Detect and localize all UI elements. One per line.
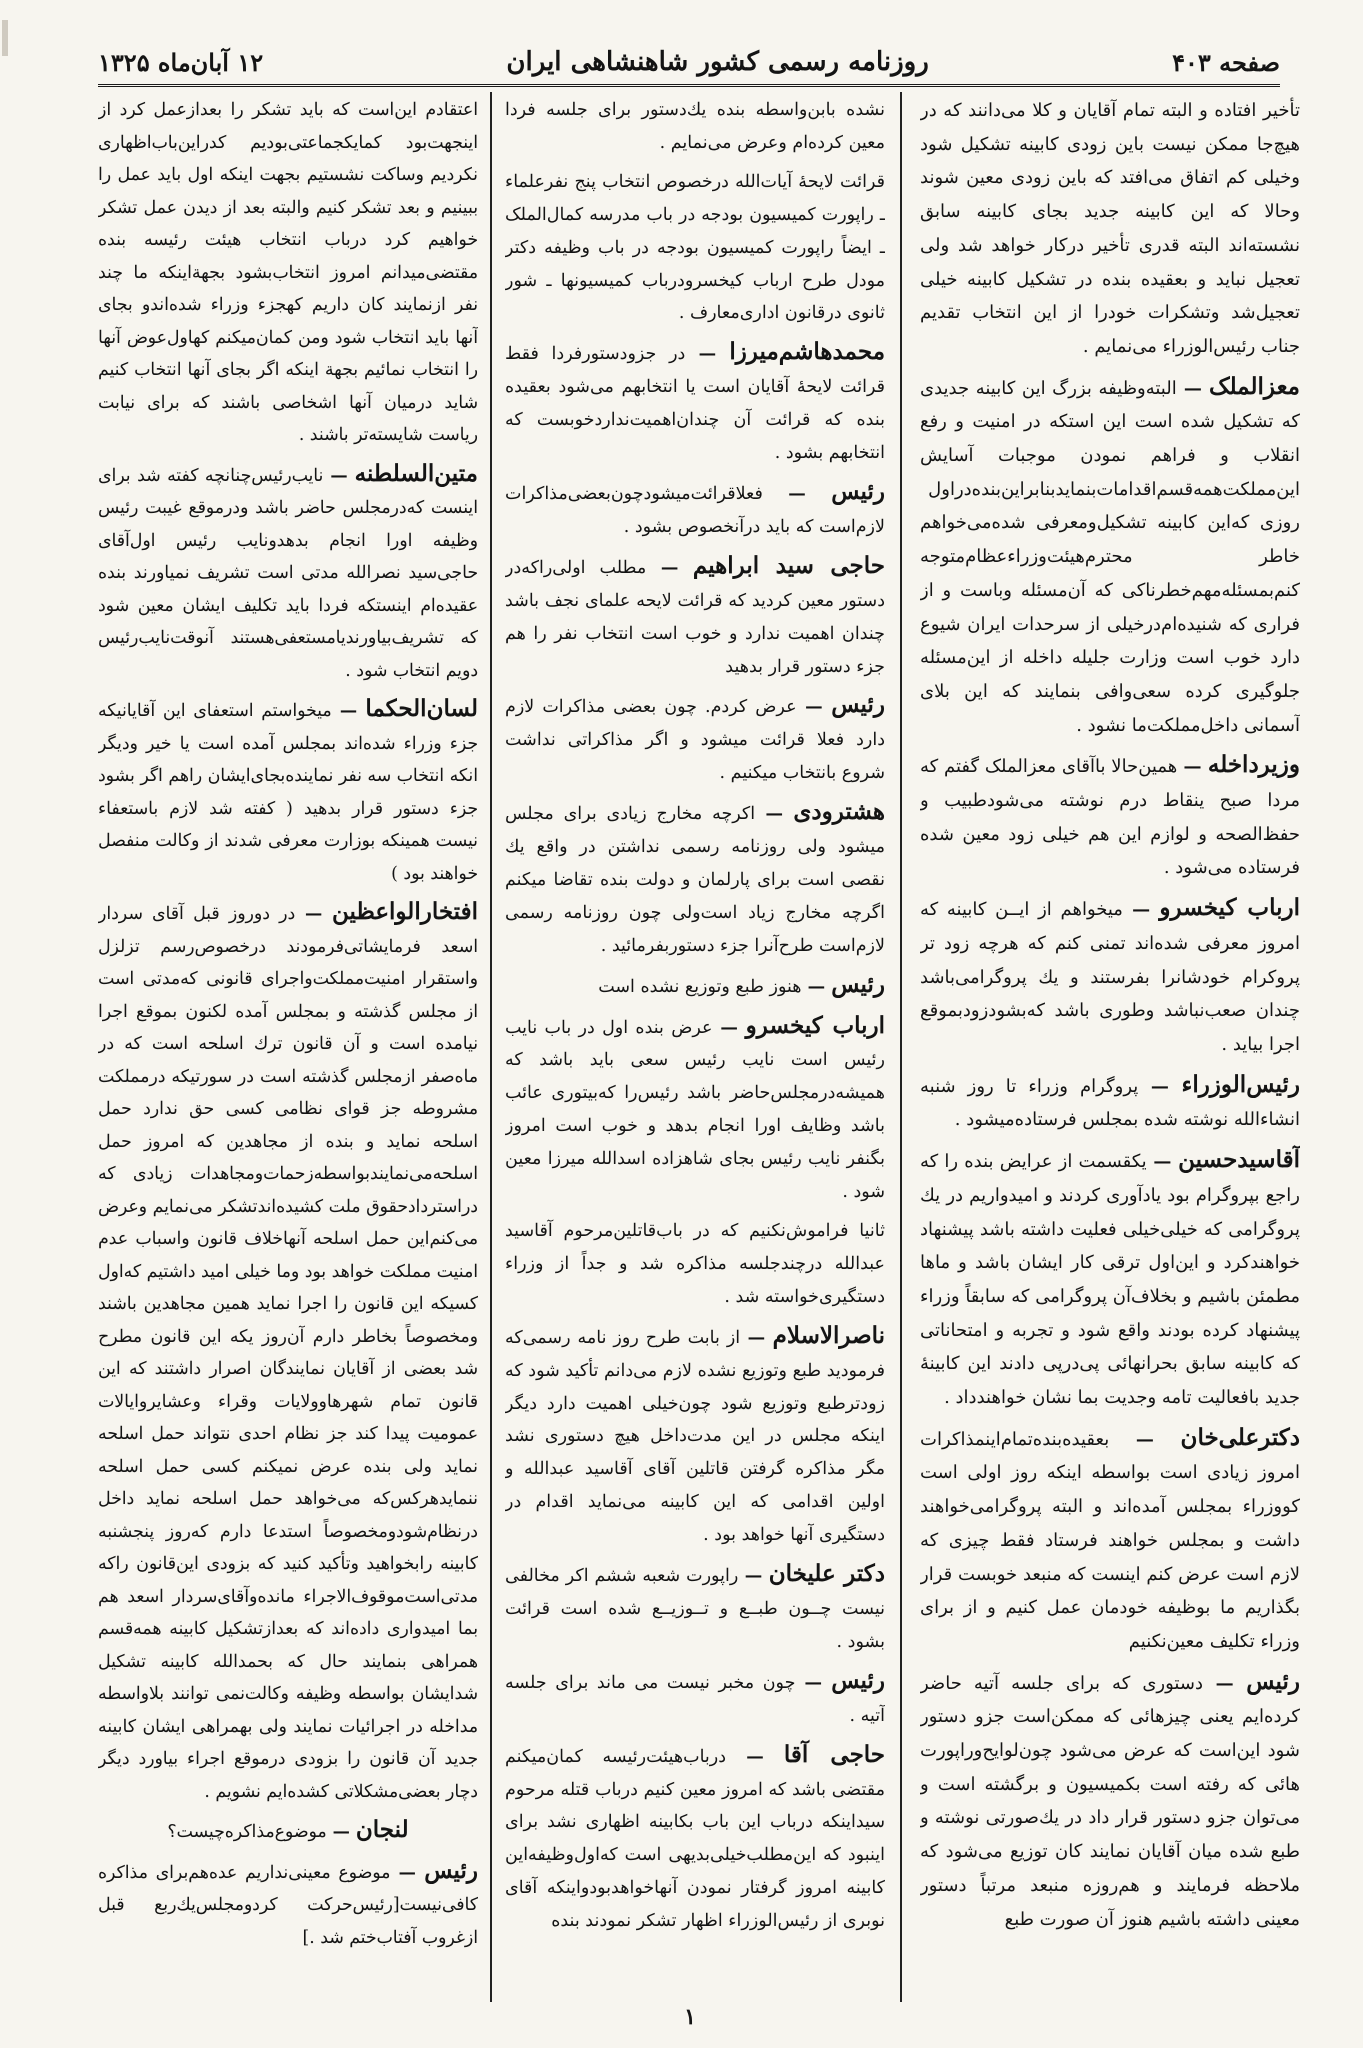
speaker-dash: — — [685, 344, 730, 365]
paragraph — [920, 1665, 1300, 1937]
speaker-name: دکترعلی‌خان — [1180, 1423, 1300, 1451]
paragraph-text: درباب‌هیئت‌رئیسه کمان‌میکنم مقتضی باشد که امروز معین کنیم درباب قتله مرحوم سیداینکه درباب این باب بکابینه اظهاری نشد برای اینبود که این‌مطلب‌خیلی‌بدیهی است که‌اول‌وظیفه‌این کابینه امروز گرفتار نمودن آنها‌خواهدبود‌واینکه آقای نوبری از رئیس‌الوزراء اظهار تشکر نمودند بنده — [505, 1746, 885, 1932]
speaker-dash: — — [740, 1327, 773, 1348]
paragraph — [505, 969, 885, 1004]
speaker-dash: — — [755, 804, 794, 825]
speaker-name: رئیس — [1246, 1667, 1300, 1695]
speaker-dash: — — [762, 483, 832, 504]
paragraph — [920, 1143, 1300, 1415]
paragraph-text: تأخیر افتاده و البته تمام آقایان و کلا می‌دانند که در هیچ‌جا ممکن نیست باین زودی کابینه تشکیل شود وخیلی کم اتفاق می‌افتد که باین زودی معین شوند وحالا که این کابینه جدید بجای کابینه سابق نشسته‌اند البته قدری تأخیر درکار خواهد شد ولی تعجیل نباید و بعقیده بنده در تشکیل کابینه خیلی تعجیل‌شد وتشکرات خودرا از این انتخاب تقدیم جناب رئیس‌الوزراء می‌نمایم . — [920, 100, 1300, 357]
header-date: ۱۲ آبان‌ماه ۱۳۲۵ — [98, 47, 264, 77]
paragraph-text: عرض کردم. چون بعضی مذاکرات لازم دارد فعلا قرائت میشود و اگر مذاکراتی نداشت شروع بانتخاب میکنیم . — [505, 697, 885, 784]
paragraph — [98, 1855, 478, 1955]
speaker-name: هشترودی — [793, 798, 885, 826]
speaker-name: ناصرالاسلام — [772, 1321, 885, 1349]
speaker-name: وزیرداخله — [1207, 751, 1300, 779]
paragraph — [505, 94, 885, 160]
paragraph — [920, 1421, 1300, 1659]
paragraph — [920, 748, 1300, 885]
speaker-name: رئیس‌الوزراء — [1181, 1070, 1300, 1098]
speaker-dash: — — [796, 697, 832, 718]
column-right — [920, 94, 1300, 1994]
paragraph — [505, 1665, 885, 1733]
paragraph-text: قرائت لایحهٔ آیات‌الله درخصوص انتخاب پنج نفرعلماء ـ راپورت کمیسیون بودجه در باب مدرسه کمال‌الملک ـ ایضاً راپورت کمیسیون بودجه در باب وظیفه دکتر مودل طرح ارباب کیخسرودرباب کمیسیونها ـ شور ثانوی درقانون اداری‌معارف . — [505, 171, 885, 324]
paragraph — [505, 689, 885, 790]
paragraph — [920, 94, 1300, 364]
paragraph-text: میخواستم استعفای این آقایانیکه جزء وزراء شده‌اند بمجلس آمده است یا خیر ودیگر انکه انتخاب سه نفر نماینده‌بجای‌ایشان راهم اگر بشود جزء دستور قرار بدهید ( کفته شد لازم باستعفاء نیست همینکه بوزارت معرفی شدند از وکالت منفصل خواهند بود ) — [98, 701, 478, 884]
paragraph — [98, 896, 478, 1808]
paragraph — [505, 476, 885, 544]
paragraph — [505, 166, 885, 331]
paragraph — [505, 336, 885, 470]
speaker-name: متین‌السلطنه — [354, 459, 478, 487]
paragraph-text: میخواهم از ایــن کابینه که امروز معرفی شده‌اند تمنی کنم که هرچه زود تر پروکرام خودشانرا بفرستند و یك پروگرامی‌باشد چندان صعب‌نباشد وطوری باشد که‌بشودزودبموقع اجرا بیاید . — [920, 899, 1300, 1055]
speaker-name: ارباب کیخسرو — [1159, 894, 1300, 922]
speaker-dash: — — [646, 557, 693, 578]
speaker-name: ارباب کیخسرو — [745, 1011, 885, 1039]
paragraph-text: دستوری که برای جلسه آتیه حاضر کرده‌ایم یعنی چیزهائی که ممکن‌است جزو دستور شود این‌است که عرض می‌شود چون‌لوایح‌وراپورت هائی که رفته است بکمیسیون و برگشته است و می‌توان جزو دستور قرار داد در یك‌صورتی نوشته و طبع شده میان آقایان نمایند کان توزیع می‌شود که ملاحظه فرمایند و هم‌روزه منبعد مرتباً دستور معینی داشته باشیم هنوز آن صورت طبع — [920, 1672, 1300, 1930]
paragraph-text: موضوع معینی‌نداریم عده‌هم‌برای مذاکره کافی‌نیست[رئیس‌حرکت کرد‌ومجلس‌یك‌ربع قبل ازغروب آفتاب‌ختم شد .] — [98, 1862, 478, 1948]
speaker-name: لنجان — [355, 1816, 409, 1843]
paragraph-text: بعقیده‌بنده‌تمام‌اینمذاکرات امروز زیادی است بواسطه اینکه روز اولی است کووزراء بمجلس آمده‌اند و البته پروگرامی‌خواهند داشت و بمجلس خواهند فرستاد فقط چیزی که لازم است عرض کنم اینست که منبعد خوبست قرار بگذاریم ما بوظیفه خودمان عمل کنیم و از برای وزراء تکلیف معین‌نکنیم — [920, 1428, 1300, 1652]
speaker-name: محمدهاشم‌میرزا — [729, 338, 885, 366]
speaker-dash: — — [323, 465, 355, 486]
paragraph-text: پروگرام وزراء تا روز شنبه انشاءالله نوشته شده بمجلس فرستاده‌میشود . — [920, 1075, 1300, 1131]
paragraph-text: نشده بابن‌واسطه بنده یك‌دستور برای جلسه فردا معین کرده‌ام وعرض می‌نمایم . — [505, 100, 885, 153]
header-publication-title: روزنامه رسمی کشور شاهنشاهی ایران — [506, 47, 929, 77]
column-middle — [505, 94, 885, 1994]
speaker-name: لسان‌الحکما — [365, 695, 478, 722]
speaker-dash: — — [326, 1822, 356, 1842]
paragraph-text: در جزودستورفردا فقط قرائت لایحهٔ آقایان است یا انتخابهم می‌شود بعقیده بنده که قرائت آن چندان‌اهمیت‌ندارد‌خوبست که انتخابهم بشود . — [505, 344, 885, 464]
speaker-name: دکتر علیخان — [768, 1560, 885, 1588]
column-divider — [900, 92, 902, 2002]
paragraph — [98, 94, 478, 452]
paragraph — [505, 1010, 885, 1209]
speaker-name: افتخارالواعظین — [332, 898, 478, 925]
speaker-dash: — — [295, 904, 332, 924]
speaker-name: رئیس — [831, 1666, 885, 1694]
speaker-dash: — — [801, 976, 832, 997]
speaker-name: رئیس — [831, 970, 885, 998]
paragraph-text: چون مخبر نیست می ماند برای جلسه آتیه . — [505, 1672, 885, 1726]
speaker-name: حاجی آقا — [783, 1740, 885, 1768]
header-page-number: صفحه ۴۰۳ — [1172, 47, 1280, 77]
speaker-name: رئیس — [831, 477, 885, 505]
paragraph-text: مطلب اولی‌راکه‌در دستور معین کردید که قرائت لایحه علمای نجف باشد چندان اهمیت ندارد و خوب است انتخاب نفر را هم جزء دستور قرار بدهید — [505, 557, 885, 677]
speaker-dash: — — [1138, 1075, 1182, 1097]
speaker-dash: — — [726, 1746, 784, 1767]
paragraph-text: اکرچه مخارج زیادی برای مجلس میشود ولی روزنامه رسمی نداشتن در واقع یك نقصی است برای پارلمان و دولت بنده تقاضا میکنم ا‌گرچه مخارج زیاد است‌ولی چون روزنامه رسمی لازم‌است طرح‌آنرا جزء دستوربفرمائید . — [505, 804, 885, 956]
paragraph-text: همین‌حالا باآقای معزالملک گفتم که مردا صبح ینقاط درم نوشته می‌شودطبیب و حفظ‌الصحه و لوازم این هم خیلی زود معین شده فرستاده می‌شود . — [920, 756, 1300, 879]
paragraph — [505, 1558, 885, 1659]
speaker-name: حاجی سید ابراهیم — [692, 551, 885, 579]
paragraph — [98, 458, 478, 688]
paragraph — [505, 1320, 885, 1552]
paragraph-text: اعتقادم این‌است که باید تشکر را بعدازعمل کرد از اینجهت‌بود کمایکجماعتی‌بودیم کدراین‌باب‌اظهاری نکردیم وساکت نشستیم بجهت اینکه اول باید عمل را ببینیم و بعد تشکر کنیم والبته بعد از دیدن عمل تشکر خواهیم کرد درباب انتخاب هیئت رئیسه بنده مقتضی‌میدانم امروز انتخاب‌بشود بجهةاینکه ما چند نفر ازنمایند کان داریم کهجزء وزراء شده‌اندو بجای آنها باید انتخاب شود ومن کمان‌میکنم کهاول‌عوض آنها را انتخاب نمائیم بجهة اینکه اگر بجای آنها انتخاب کنیم شاید درمیان آنها اشخاصی باشند که برای نیابت ریاست شایسته‌تر باشند . — [98, 100, 478, 445]
page-header — [98, 40, 1280, 87]
paragraph-text: یکقسمت از عرایض بنده را که راجع بپروگرام بود یادآوری کردند و امیدواریم در یك پروگرامی که خیلی‌خیلی فعلیت داشته باشد پیشنهاد خواهندکرد و این‌اول ترقی کار ایشان باشد و ماها مطمئن باشیم و بخلاف‌آن پروگرامی که سابقاً وزراء پیشنهاد کرده بودند واقع شود و تجربه و امتحاناتی که کابینه سابق بحرانهائی پی‌درپی دادند این کابینهٔ جدید بافعالیت تامه وجدیت بما نشان خواهند‌داد . — [920, 1151, 1300, 1409]
paragraph-text: البته‌وظیفه بزرگ این کابینه جدیدی که تشکیل شده است این استکه در امنیت و رفع انقلاب و فراهم نمودن موجبات آسایش این‌مملکت‌همه‌قسم‌اقدامات‌بنماید‌بنا‌بر‌این‌بنده‌دراول روزی که‌این کابینه تشکیل‌ومعرفی شده‌می‌خواهم خاطر محترم‌هیئت‌وزراءعظام‌متوجه کنم‌بمسئله‌مهم‌خطرناکی که آن‌مسئله وباست و از فراری که شنیده‌ام‌درخیلی از سرحدات ایران شیوع دارد خوب است وزارت جلیله داخله از این‌مسئله جلوگیری کرده سعی‌وافی بنمایند که این بلای آسمانی داخل‌مملکت‌ما نشود . — [920, 377, 1300, 736]
paragraph-text: در دوروز قبل آقای سردار اسعد فرمایشاتی‌فرمودند درخصوص‌رسم تزلزل واستقرار امنیت‌مملکت‌واجرای قانونی که‌مدتی است از مجلس گذشته و بمجلس آمده لکنون بموقع اجرا نیامده است و آن قانون ترك اسلحه است که در ماه‌صفر ازمجلس گذشته است در سورتیکه درمملکت مشروطه جز قوای نظامی کسی حق ندارد حمل اسلحه نماید و بنده از مجاهدین که امروز حمل اسلحه‌می‌نمایند‌بواسطه‌زحمات‌ومجاهدات زیادی که دراستردادحقوق ملت کشیده‌اندتشکر می‌نمایم وعرض می‌کنم‌این حمل اسلحه آنهاخلاف قانون واسباب عدم امنیت مملکت خواهد بود وما خیلی امید داشتیم که‌اول کسیکه این قانون را اجرا نماید همین مجاهدین باشند ومخصوصاً بخاطر دارم آن‌روز یکه این قانون مطرح شد بعضی از آقایان نمایند‌گان اصرار داشتند که این قانون تمام شهرهاوولایات وقراء وعشایروایالات عمومیت پیدا کند جز نظام احدی نتواند حمل اسلحه نماید ولی بنده عرض نمیکنم کسی حمل اسلحه ننماید‌هرکس‌که می‌خواهد حمل اسلحه نماید داخل درنظام‌شود‌ومخصوصاً استدعا دارم که‌روز پنجشنبه کابینه رابخواهید وتأکید کنید که بزودی این‌قانون راکه مدتی‌است‌موقوف‌الاجراء مانده‌وآقای‌سردار اسعد هم بما امیدواری داده‌اند که بعدازتشکیل کابینه همه‌قسم همراهی بنمایند حال که بحمدالله کابینه تشکیل شدایشان بواسطه وظیفه وکالت‌نمی توانند بلاواسطه مداخله در اجرائیات نمایند ولی بهمراهی ایشان کابینه جدید آن قانون را بزودی درموقع اجراء بیاورد دیگر دچار بعضی‌مشکلاتی کشده‌ایم نشویم . — [98, 904, 478, 1802]
speaker-dash: — — [712, 1017, 746, 1038]
speaker-name: رئیس — [831, 691, 885, 719]
paragraph-text: نایب‌رئیس‌چنانچه کفته شد برای اینست که‌درمجلس حاضر باشد ودرموقع غیبت رئیس وظیفه اورا انجام بدهدونایب رئیس اول‌آقای حاجی‌سید نصرالله مدتی است تشریف نمیاورند بنده عقیده‌ام اینستکه فردا باید تکلیف ایشان معین شود که تشریف‌بیاورند‌یا‌مستعفی‌هستند آنوقت‌نایب‌رئیس دویم انتخاب شود . — [98, 465, 478, 681]
paragraph — [920, 891, 1300, 1062]
paragraph — [505, 796, 885, 963]
speaker-name: آقاسیدحسین — [1178, 1146, 1300, 1174]
speaker-dash: — — [1176, 377, 1209, 399]
scan-margin-mark — [2, 20, 8, 56]
speaker-dash: — — [1122, 899, 1160, 921]
page-footer-mark: ۱ — [684, 2004, 696, 2030]
column-left — [98, 94, 478, 1994]
column-divider — [490, 92, 492, 2002]
speaker-dash: — — [1109, 1428, 1181, 1450]
paragraph — [98, 1814, 478, 1849]
paragraph-text: موضوع‌مذاکره‌چیست؟ — [167, 1822, 327, 1842]
paragraph-text: فعلاقرائت‌میشودچون‌بعضی‌مذاکرات لازم‌است که باید درآنخصوص بشود . — [505, 483, 885, 537]
paragraph — [505, 1215, 885, 1314]
paragraph — [98, 693, 478, 890]
paragraph-text: عرض بنده اول در باب نایب رئیس است نایب رئیس سعی باید باشد که همیشه‌درمجلس‌حاضر باشد رئیس‌را که‌بیتوری عائب باشد وظایف اورا انجام بدهد و خوب است امروز بگنفر نایب رئیس بجای شاهزاده اسدالله میرزا معین شود . — [505, 1017, 885, 1203]
speaker-dash: — — [1177, 756, 1208, 778]
speaker-dash: — — [1146, 1151, 1179, 1173]
speaker-dash: — — [331, 701, 366, 721]
paragraph-text: راپورت شعبه ششم اکر مخالفی نیست چــون طبــع و تــوزیــع شده است قرائت بشود . — [505, 1566, 885, 1652]
paragraph — [920, 370, 1300, 743]
paragraph — [505, 550, 885, 684]
speaker-dash: — — [390, 1862, 425, 1883]
paragraph — [920, 1068, 1300, 1137]
speaker-dash: — — [1202, 1672, 1247, 1694]
paragraph-text: از بابت طرح روز نامه رسمی‌که فرمودید طبع وتوزیع نشده لازم می‌دانم تأکید شود که زودترطبع وتوزیع شود چون‌خیلی اهمیت دارد دیگر اینکه مجلس در این مدت‌داخل هیچ دستوری نشد مگر مذاکره گرفتن قاتلین آقای آقاسید عبدالله و اولین اقدامی که این کابینه می‌نماید اقدام در دستگیری آنها خواهد بود . — [505, 1327, 885, 1546]
speaker-name: معزالملک — [1208, 372, 1300, 400]
speaker-dash: — — [738, 1566, 769, 1587]
paragraph — [505, 1739, 885, 1938]
speaker-dash: — — [795, 1672, 832, 1693]
paragraph-text: هنوز طبع وتوزیع نشده است — [598, 976, 802, 997]
speaker-name: رئیس — [424, 1856, 478, 1884]
paragraph-text: ثانیا فراموش‌نکنیم که در باب‌قاتلین‌مرحوم آقاسید عبدالله درچندجلسه مذاکره شد و جداً از وزراء دستگیری‌خواسته شد . — [505, 1221, 885, 1307]
